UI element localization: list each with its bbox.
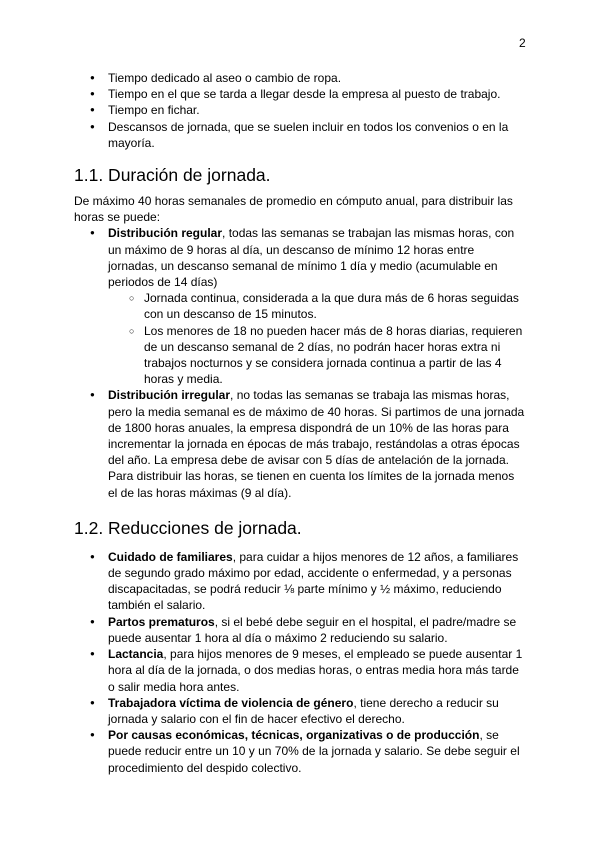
- reductions-list: [74, 549, 526, 776]
- list-item: [74, 695, 526, 727]
- list-item-term: Por causas económicas, técnicas, organizativas o de producción: [108, 728, 480, 743]
- list-item: [74, 614, 526, 646]
- list-item-term: Trabajadora víctima de violencia de género: [108, 695, 354, 710]
- list-item: ● Tiempo en fichar.: [74, 102, 526, 118]
- section-intro-paragraph: De máximo 40 horas semanales de promedio en cómputo anual, para distribuir las horas se puede:: [74, 194, 513, 225]
- intro-bullet-list: [74, 70, 526, 151]
- list-item-term: Cuidado de familiares: [108, 549, 233, 564]
- list-item-text: , se puede reducir entre un 10 y un 70% de la jornada y salario. Se debe seguir el procedimiento del despido colectivo.: [108, 728, 520, 775]
- list-item-text: , si el bebé debe seguir en el hospital, el padre/madre se puede ausentar 1 hora al día o máximo 2 reduciendo su salario.: [108, 614, 517, 645]
- section-heading-reducciones: 1.2. Reducciones de jornada.: [74, 517, 302, 538]
- list-item-term: Partos prematuros: [108, 614, 215, 629]
- document-body: [74, 70, 526, 776]
- sub-list-item: ○ Jornada continua, considerada a la que dura más de 6 horas seguidas con un descanso de 15 minutos.: [108, 290, 526, 322]
- list-item-term: Lactancia: [108, 647, 164, 662]
- list-item: [74, 549, 526, 614]
- section-heading-duracion: 1.1. Duración de jornada.: [74, 165, 271, 186]
- list-item: ● Tiempo dedicado al aseo o cambio de ropa.: [74, 70, 526, 86]
- list-item-text: , para cuidar a hijos menores de 12 años, a familiares de segundo grado máximo por edad, accidente o enfermedad, y a personas discapacitadas, se podrá reducir ⅛ parte mínimo y ½ máximo, reduciendo también el salario.: [108, 549, 519, 613]
- page-number: 2: [519, 36, 526, 50]
- list-item: ● Tiempo en el que se tarda a llegar desde la empresa al puesto de trabajo.: [74, 86, 526, 102]
- list-item-text: , tiene derecho a reducir su jornada y salario con el fin de hacer efectivo el derecho.: [108, 695, 499, 726]
- list-item-term: Distribución irregular: [108, 388, 231, 403]
- list-item: [74, 646, 526, 695]
- list-item: [74, 225, 526, 387]
- list-item-text: , todas las semanas se trabajan las mismas horas, con un máximo de 9 horas al día, un descanso de mínimo 12 horas entre jornadas, un descanso semanal de mínimo 1 día y medio (acumulable en periodos de 14 días): [108, 226, 515, 290]
- distribution-list: [74, 225, 526, 500]
- sub-list: [108, 290, 526, 387]
- list-item: ● Descansos de jornada, que se suelen incluir en todos los convenios o en la mayoría.: [74, 119, 526, 151]
- list-item-text: , para hijos menores de 9 meses, el empleado se puede ausentar 1 hora al día de la jornada, o dos medias horas, o entras media hora más tarde o salir media hora antes.: [108, 647, 523, 694]
- list-item-term: Distribución regular: [108, 226, 223, 241]
- sub-list-item: ○ Los menores de 18 no pueden hacer más de 8 horas diarias, requieren de un descanso semanal de 2 días, no podrán hacer horas extra ni trabajos nocturnos y se considera jornada continua a partir de las 4 horas y media.: [108, 323, 526, 388]
- list-item: [74, 387, 526, 500]
- list-item: [74, 727, 526, 776]
- list-item-text: , no todas las semanas se trabaja las mismas horas, pero la media semanal es de máximo de 40 horas. Si partimos de una jornada de 1800 horas anuales, la empresa dispondrá de un 10% de las horas para incrementar la jornada en épocas de más trabajo, restándolas a otras épocas del año. La empresa debe de avisar con 5 días de antelación de la jornada. Para distribuir las horas, se tienen en cuenta los límites de la jornada menos el de las horas máximas (9 al día).: [108, 388, 525, 500]
